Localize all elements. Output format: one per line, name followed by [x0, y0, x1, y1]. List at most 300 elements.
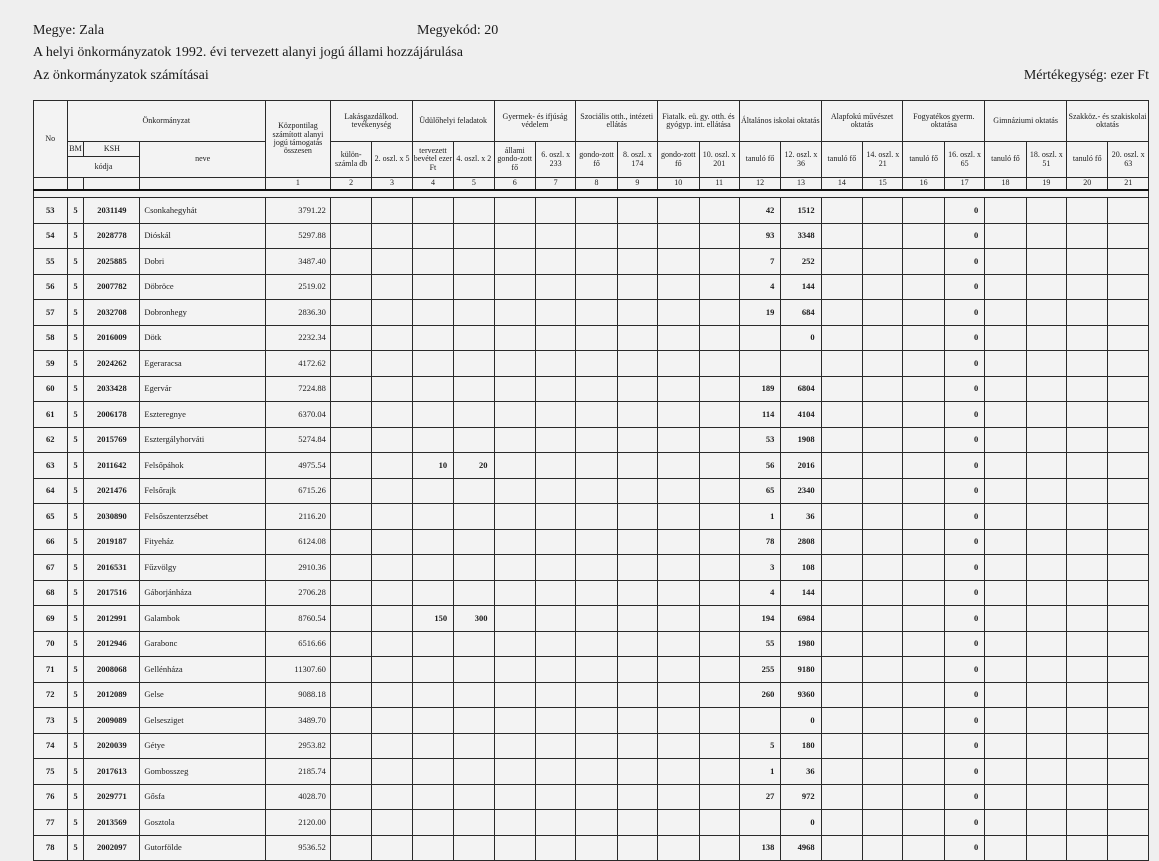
row-col-17: 0 [944, 274, 984, 300]
empty-cell [863, 198, 903, 224]
row-ksh-code: 2009089 [84, 708, 140, 734]
row-col-17: 0 [944, 478, 984, 504]
empty-cell [863, 274, 903, 300]
col-neve-header: neve [140, 142, 266, 178]
empty-cell [863, 631, 903, 657]
row-col-13: 9180 [781, 657, 821, 683]
row-col-5 [454, 555, 494, 581]
row-col-4 [412, 529, 453, 555]
empty-cell [330, 784, 371, 810]
table-row [34, 810, 1149, 836]
empty-cell [863, 325, 903, 351]
empty-cell [535, 402, 575, 428]
empty-cell [1108, 606, 1149, 632]
row-ksh-code: 2028778 [84, 223, 140, 249]
empty-cell [372, 223, 412, 249]
empty-cell [494, 682, 535, 708]
row-col-17: 0 [944, 657, 984, 683]
empty-cell [1026, 376, 1066, 402]
empty-cell [494, 784, 535, 810]
group-header: Üdülőhelyi feladatok [412, 101, 494, 142]
county-label: Megye: Zala [33, 23, 105, 38]
empty-cell [535, 274, 575, 300]
table-row [34, 580, 1149, 606]
empty-cell [903, 223, 944, 249]
table-row [34, 402, 1149, 428]
empty-cell [821, 631, 862, 657]
empty-cell [821, 198, 862, 224]
row-col-13: 0 [781, 325, 821, 351]
blank-cell [34, 178, 68, 191]
row-col-12: 1 [739, 504, 780, 530]
empty-cell [985, 784, 1026, 810]
empty-cell [494, 249, 535, 275]
empty-cell [1026, 631, 1066, 657]
row-col-17: 0 [944, 198, 984, 224]
empty-cell [658, 759, 699, 785]
row-name: Dióskál [140, 223, 266, 249]
unit-label: Mértékegység: ezer Ft [1023, 68, 1149, 83]
col-number: 14 [821, 178, 862, 191]
empty-cell [535, 733, 575, 759]
empty-cell [330, 453, 371, 479]
row-col-17: 0 [944, 529, 984, 555]
row-col-4 [412, 198, 453, 224]
row-col-12: 1 [739, 759, 780, 785]
row-col-5 [454, 784, 494, 810]
empty-cell [1026, 810, 1066, 836]
empty-cell [494, 198, 535, 224]
row-total: 3791.22 [265, 198, 330, 224]
empty-cell [494, 223, 535, 249]
empty-cell [576, 478, 617, 504]
row-col-13: 1980 [781, 631, 821, 657]
row-col-5 [454, 478, 494, 504]
row-name: Gombosszeg [140, 759, 266, 785]
empty-cell [330, 427, 371, 453]
empty-cell [494, 810, 535, 836]
empty-cell [658, 300, 699, 326]
empty-cell [535, 835, 575, 861]
row-col-5 [454, 198, 494, 224]
empty-cell [330, 810, 371, 836]
row-col-17: 0 [944, 784, 984, 810]
row-bm-code: 5 [67, 504, 84, 530]
row-name: Gutorfölde [140, 835, 266, 861]
empty-cell [658, 708, 699, 734]
row-col-4 [412, 682, 453, 708]
empty-cell [617, 784, 657, 810]
empty-cell [903, 478, 944, 504]
col-no-header: No [34, 101, 68, 178]
row-col-12: 42 [739, 198, 780, 224]
empty-cell [863, 606, 903, 632]
empty-cell [617, 300, 657, 326]
row-name: Dobri [140, 249, 266, 275]
table-row [34, 606, 1149, 632]
empty-cell [1108, 198, 1149, 224]
empty-cell [985, 198, 1026, 224]
row-bm-code: 5 [67, 606, 84, 632]
empty-cell [1067, 325, 1108, 351]
row-col-13: 144 [781, 274, 821, 300]
empty-cell [617, 504, 657, 530]
row-col-5 [454, 223, 494, 249]
sub-header: 6. oszl. x 233 [535, 142, 575, 178]
row-bm-code: 5 [67, 198, 84, 224]
row-col-4 [412, 784, 453, 810]
row-no: 64 [34, 478, 68, 504]
empty-cell [494, 351, 535, 377]
empty-cell [372, 810, 412, 836]
row-name: Dötk [140, 325, 266, 351]
empty-cell [1026, 555, 1066, 581]
empty-cell [617, 351, 657, 377]
row-ksh-code: 2030890 [84, 504, 140, 530]
row-bm-code: 5 [67, 402, 84, 428]
row-col-12: 260 [739, 682, 780, 708]
empty-cell [1108, 274, 1149, 300]
row-col-5 [454, 733, 494, 759]
row-ksh-code: 2031149 [84, 198, 140, 224]
empty-cell [330, 478, 371, 504]
empty-cell [330, 657, 371, 683]
table-row [34, 657, 1149, 683]
empty-cell [658, 274, 699, 300]
empty-cell [1026, 478, 1066, 504]
empty-cell [699, 784, 739, 810]
empty-cell [1108, 325, 1149, 351]
table-row [34, 529, 1149, 555]
empty-cell [821, 810, 862, 836]
row-ksh-code: 2016531 [84, 555, 140, 581]
row-name: Egeraracsa [140, 351, 266, 377]
empty-cell [658, 631, 699, 657]
empty-cell [985, 325, 1026, 351]
empty-cell [617, 402, 657, 428]
empty-cell [576, 453, 617, 479]
empty-cell [699, 810, 739, 836]
blank-cell [67, 178, 84, 191]
empty-cell [821, 529, 862, 555]
col-number: 5 [454, 178, 494, 191]
sub-header: tervezett bevétel ezer Ft [412, 142, 453, 178]
empty-cell [535, 223, 575, 249]
row-col-5 [454, 631, 494, 657]
row-no: 69 [34, 606, 68, 632]
table-row [34, 427, 1149, 453]
row-col-12: 4 [739, 274, 780, 300]
row-col-4 [412, 810, 453, 836]
empty-cell [330, 325, 371, 351]
empty-cell [821, 657, 862, 683]
row-col-12: 53 [739, 427, 780, 453]
empty-cell [494, 529, 535, 555]
row-col-5 [454, 657, 494, 683]
empty-cell [1067, 631, 1108, 657]
row-col-4 [412, 427, 453, 453]
row-bm-code: 5 [67, 657, 84, 683]
empty-cell [576, 402, 617, 428]
row-col-17: 0 [944, 580, 984, 606]
empty-cell [535, 427, 575, 453]
empty-cell [1108, 300, 1149, 326]
row-bm-code: 5 [67, 733, 84, 759]
empty-cell [372, 606, 412, 632]
empty-cell [372, 198, 412, 224]
empty-cell [1108, 351, 1149, 377]
row-bm-code: 5 [67, 555, 84, 581]
empty-cell [985, 733, 1026, 759]
row-bm-code: 5 [67, 580, 84, 606]
empty-cell [1026, 682, 1066, 708]
empty-cell [821, 835, 862, 861]
row-bm-code: 5 [67, 427, 84, 453]
row-col-4 [412, 249, 453, 275]
empty-cell [576, 249, 617, 275]
sub-header: külön-számla db [330, 142, 371, 178]
row-col-5 [454, 580, 494, 606]
empty-cell [1067, 223, 1108, 249]
empty-cell [863, 504, 903, 530]
empty-cell [1026, 835, 1066, 861]
empty-cell [985, 631, 1026, 657]
row-no: 75 [34, 759, 68, 785]
empty-cell [535, 657, 575, 683]
row-name: Csonkahegyhát [140, 198, 266, 224]
row-no: 57 [34, 300, 68, 326]
empty-cell [372, 300, 412, 326]
empty-cell [1108, 402, 1149, 428]
empty-cell [985, 606, 1026, 632]
empty-cell [535, 300, 575, 326]
empty-cell [576, 223, 617, 249]
document-subtitle: Az önkormányzatok számításai [33, 68, 209, 83]
empty-cell [821, 249, 862, 275]
empty-cell [903, 351, 944, 377]
empty-cell [658, 580, 699, 606]
empty-cell [617, 555, 657, 581]
row-no: 70 [34, 631, 68, 657]
county-code-label: Megyekód: 20 [417, 23, 499, 38]
blank-cell [84, 178, 140, 191]
empty-cell [372, 427, 412, 453]
empty-cell [821, 733, 862, 759]
empty-cell [576, 733, 617, 759]
empty-cell [535, 555, 575, 581]
row-bm-code: 5 [67, 376, 84, 402]
col-kodja-header: kódja [67, 157, 140, 178]
empty-cell [576, 427, 617, 453]
row-col-5 [454, 810, 494, 836]
empty-cell [658, 427, 699, 453]
row-total: 2953.82 [265, 733, 330, 759]
row-col-13: 3348 [781, 223, 821, 249]
empty-cell [330, 198, 371, 224]
empty-cell [1108, 759, 1149, 785]
empty-cell [699, 249, 739, 275]
empty-cell [576, 606, 617, 632]
empty-cell [985, 555, 1026, 581]
empty-cell [617, 708, 657, 734]
empty-cell [863, 733, 903, 759]
sub-header: 12. oszl. x 36 [781, 142, 821, 178]
row-total: 2836.30 [265, 300, 330, 326]
row-no: 78 [34, 835, 68, 861]
subsidy-table [33, 100, 1149, 861]
empty-cell [863, 478, 903, 504]
row-col-13: 972 [781, 784, 821, 810]
col-number: 12 [739, 178, 780, 191]
empty-cell [617, 453, 657, 479]
empty-cell [330, 402, 371, 428]
row-name: Felsőrajk [140, 478, 266, 504]
empty-cell [863, 376, 903, 402]
empty-cell [863, 529, 903, 555]
document-title: A helyi önkormányzatok 1992. évi tervezett alanyi jogú állami hozzájárulása [33, 45, 463, 60]
empty-cell [1108, 835, 1149, 861]
empty-cell [330, 300, 371, 326]
empty-cell [821, 478, 862, 504]
table-row [34, 708, 1149, 734]
group-header: Fiatalk. eü. gy. otth. és gyógyp. int. ellátása [658, 101, 740, 142]
empty-cell [903, 249, 944, 275]
row-bm-code: 5 [67, 478, 84, 504]
row-name: Garabonc [140, 631, 266, 657]
row-col-5 [454, 402, 494, 428]
empty-cell [863, 453, 903, 479]
empty-cell [658, 835, 699, 861]
blank-cell [140, 178, 266, 191]
empty-cell [535, 453, 575, 479]
empty-cell [821, 376, 862, 402]
col-number: 18 [985, 178, 1026, 191]
empty-cell [658, 784, 699, 810]
row-total: 2120.00 [265, 810, 330, 836]
empty-cell [330, 835, 371, 861]
empty-cell [699, 223, 739, 249]
empty-cell [699, 325, 739, 351]
empty-cell [903, 708, 944, 734]
row-col-13: 108 [781, 555, 821, 581]
empty-cell [699, 478, 739, 504]
row-name: Esztergályhorváti [140, 427, 266, 453]
row-col-17: 0 [944, 759, 984, 785]
row-ksh-code: 2016009 [84, 325, 140, 351]
empty-cell [617, 759, 657, 785]
empty-cell [1067, 606, 1108, 632]
empty-cell [330, 759, 371, 785]
empty-cell [821, 427, 862, 453]
empty-cell [576, 810, 617, 836]
empty-cell [1067, 784, 1108, 810]
col-number: 2 [330, 178, 371, 191]
empty-cell [985, 580, 1026, 606]
empty-cell [863, 784, 903, 810]
table-body [34, 198, 1149, 861]
empty-cell [985, 249, 1026, 275]
empty-cell [821, 682, 862, 708]
table-row [34, 478, 1149, 504]
empty-cell [1026, 529, 1066, 555]
empty-cell [821, 606, 862, 632]
col-number: 8 [576, 178, 617, 191]
row-bm-code: 5 [67, 708, 84, 734]
row-no: 56 [34, 274, 68, 300]
empty-cell [576, 274, 617, 300]
empty-cell [1108, 784, 1149, 810]
empty-cell [699, 555, 739, 581]
row-total: 6516.66 [265, 631, 330, 657]
row-col-4 [412, 504, 453, 530]
row-no: 74 [34, 733, 68, 759]
row-ksh-code: 2012089 [84, 682, 140, 708]
row-no: 61 [34, 402, 68, 428]
row-col-5 [454, 427, 494, 453]
row-col-17: 0 [944, 300, 984, 326]
row-total: 7224.88 [265, 376, 330, 402]
empty-cell [576, 580, 617, 606]
row-no: 65 [34, 504, 68, 530]
col-number: 9 [617, 178, 657, 191]
empty-cell [658, 529, 699, 555]
empty-cell [1026, 325, 1066, 351]
empty-cell [903, 325, 944, 351]
row-total: 6370.04 [265, 402, 330, 428]
row-no: 77 [34, 810, 68, 836]
row-col-4 [412, 351, 453, 377]
row-col-4 [412, 223, 453, 249]
row-ksh-code: 2013569 [84, 810, 140, 836]
row-no: 55 [34, 249, 68, 275]
empty-cell [1108, 810, 1149, 836]
table-row [34, 631, 1149, 657]
empty-cell [372, 478, 412, 504]
empty-cell [535, 810, 575, 836]
empty-cell [617, 631, 657, 657]
empty-cell [658, 810, 699, 836]
row-col-13: 6804 [781, 376, 821, 402]
row-col-12: 56 [739, 453, 780, 479]
empty-cell [985, 300, 1026, 326]
empty-cell [535, 504, 575, 530]
empty-cell [576, 708, 617, 734]
empty-cell [903, 606, 944, 632]
empty-cell [1026, 784, 1066, 810]
empty-cell [372, 657, 412, 683]
empty-cell [535, 682, 575, 708]
empty-cell [330, 555, 371, 581]
table-row [34, 325, 1149, 351]
empty-cell [372, 249, 412, 275]
row-col-4 [412, 300, 453, 326]
sub-header: 14. oszl. x 21 [863, 142, 903, 178]
empty-cell [658, 606, 699, 632]
row-total: 2706.28 [265, 580, 330, 606]
table-row [34, 300, 1149, 326]
empty-cell [330, 249, 371, 275]
empty-cell [494, 427, 535, 453]
row-name: Gosztola [140, 810, 266, 836]
row-col-17: 0 [944, 402, 984, 428]
empty-cell [1108, 708, 1149, 734]
empty-cell [699, 402, 739, 428]
empty-cell [903, 504, 944, 530]
empty-cell [330, 376, 371, 402]
empty-cell [863, 223, 903, 249]
row-col-17: 0 [944, 376, 984, 402]
empty-cell [903, 529, 944, 555]
